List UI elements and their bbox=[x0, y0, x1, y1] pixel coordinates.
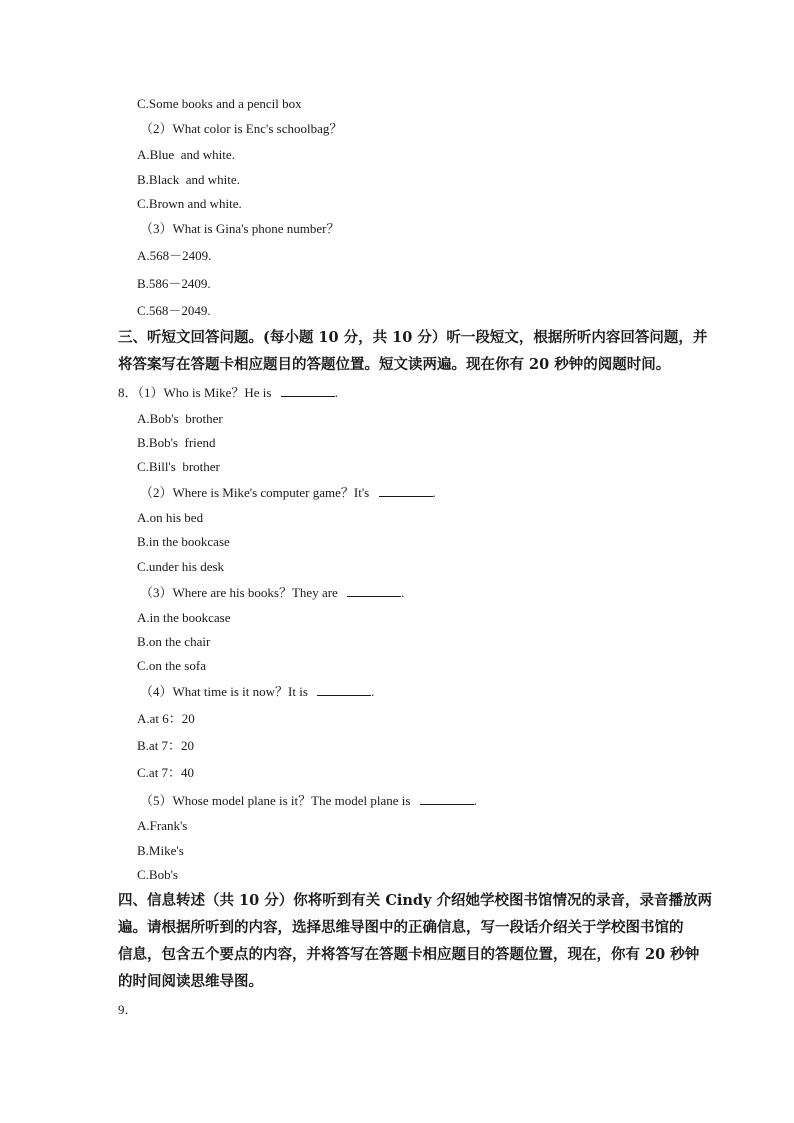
question-end: . bbox=[473, 793, 477, 808]
option-text: B.Black and white. bbox=[137, 172, 240, 187]
question-text: （5）Whose model plane is it？The model plane is bbox=[140, 793, 414, 808]
question-8 bbox=[118, 384, 338, 401]
question-end: . bbox=[371, 684, 375, 699]
option-text: C.Brown and white. bbox=[137, 196, 242, 211]
answer-blank bbox=[281, 384, 335, 397]
option-text: C.Bill's brother bbox=[137, 459, 220, 474]
option-text: C.Bob's bbox=[137, 867, 178, 882]
question-line bbox=[140, 584, 404, 601]
question-end: . bbox=[334, 385, 338, 400]
option-text: A.568－2409. bbox=[137, 248, 212, 263]
option-text: C.under his desk bbox=[137, 559, 225, 574]
question-end: . bbox=[432, 485, 436, 500]
question-line bbox=[140, 792, 477, 809]
option-text: B.in the bookcase bbox=[137, 534, 230, 549]
answer-blank bbox=[379, 484, 433, 497]
option-text: A.at 6：20 bbox=[137, 711, 195, 726]
option-text: C.568－2049. bbox=[137, 303, 211, 318]
question-number: 9． bbox=[118, 1002, 138, 1017]
option-text: B.Bob's friend bbox=[137, 435, 216, 450]
question-line bbox=[140, 484, 436, 501]
option-text: C.on the sofa bbox=[137, 658, 206, 673]
option-text: B.on the chair bbox=[137, 634, 211, 649]
option-text: C.at 7：40 bbox=[137, 765, 195, 780]
answer-blank bbox=[420, 792, 474, 805]
question-text: （3）What is Gina's phone number？ bbox=[140, 221, 340, 236]
question-text: （2）What color is Enc's schoolbag？ bbox=[140, 121, 343, 136]
section-heading: 三、听短文回答问题。(每小题 10 分，共 10 分）听一段短文，根据所听内容回答问题，并 bbox=[118, 329, 708, 346]
section-heading: 信息，包含五个要点的内容，并将答写在答题卡相应题目的答题位置，现在，你有 20 秒钟 bbox=[118, 946, 700, 963]
answer-blank bbox=[347, 584, 401, 597]
question-line bbox=[140, 683, 374, 700]
question-end: . bbox=[401, 585, 405, 600]
option-text: A.Bob's brother bbox=[137, 411, 223, 426]
question-text: （2）Where is Mike's computer game？It's bbox=[140, 485, 373, 500]
option-text: C.Some books and a pencil box bbox=[137, 96, 302, 111]
question-text: （4）What time is it now？It is bbox=[140, 684, 312, 699]
option-text: B.at 7：20 bbox=[137, 738, 195, 753]
section-heading: 四、信息转述（共 10 分）你将听到有关 Cindy 介绍她学校图书馆情况的录音，录音播放两 bbox=[118, 892, 713, 909]
option-text: A.Frank's bbox=[137, 818, 188, 833]
option-text: A.Blue and white. bbox=[137, 147, 235, 162]
option-text: B.586－2409. bbox=[137, 276, 211, 291]
answer-blank bbox=[317, 683, 371, 696]
question-text: （3）Where are his books？They are bbox=[140, 585, 342, 600]
option-text: B.Mike's bbox=[137, 843, 184, 858]
option-text: A.in the bookcase bbox=[137, 610, 231, 625]
question-text: （1）Who is Mike？He is bbox=[137, 385, 275, 400]
section-heading: 遍。请根据所听到的内容，选择思维导图中的正确信息，写一段话介绍关于学校图书馆的 bbox=[118, 919, 684, 936]
question-number: 8． bbox=[118, 385, 138, 400]
section-heading: 的时间阅读思维导图。 bbox=[118, 973, 263, 990]
option-text: A.on his bed bbox=[137, 510, 204, 525]
section-heading: 将答案写在答题卡相应题目的答题位置。短文读两遍。现在你有 20 秒钟的阅题时间。 bbox=[118, 356, 671, 373]
